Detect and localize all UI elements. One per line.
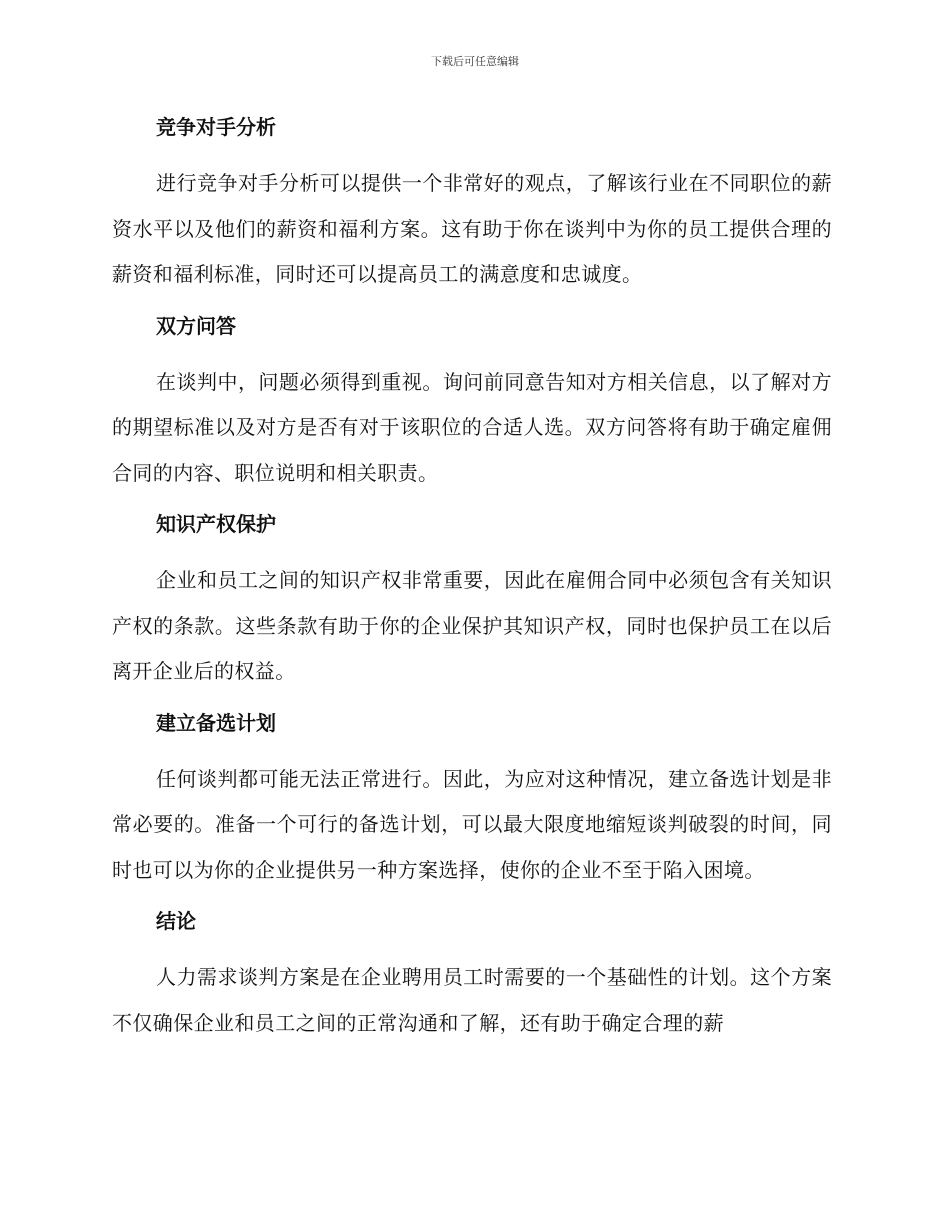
section-paragraph-ip-protection: 企业和员工之间的知识产权非常重要，因此在雇佣合同中必须包含有关知识产权的条款。这些条款有助于你的企业保护其知识产权，同时也保护员工在以后离开企业后的权益。 <box>112 568 832 683</box>
page-header: 下载后可任意编辑 <box>431 55 519 68</box>
section-heading-conclusion: 结论 <box>156 909 196 933</box>
section-heading-ip-protection: 知识产权保护 <box>156 512 276 536</box>
section-heading-qa: 双方问答 <box>156 313 236 338</box>
section-paragraph-conclusion: 人力需求谈判方案是在企业聘用员工时需要的一个基础性的计划。这个方案不仅确保企业和员工之间的正常沟通和了解，还有助于确定合理的薪 <box>112 965 832 1035</box>
section-heading-backup-plan: 建立备选计划 <box>156 710 276 735</box>
section-heading-competitor-analysis: 竞争对手分析 <box>156 115 276 139</box>
document-body <box>112 112 832 1046</box>
section-paragraph-backup-plan: 任何谈判都可能无法正常进行。因此，为应对这种情况，建立备选计划是非常必要的。准备一个可行的备选计划，可以最大限度地缩短谈判破裂的时间，同时也可以为你的企业提供另一种方案选择，使你的企业不至于陷入困境。 <box>112 766 832 882</box>
section-paragraph-competitor-analysis: 进行竞争对手分析可以提供一个非常好的观点，了解该行业在不同职位的薪资水平以及他们的薪资和福利方案。这有助于你在谈判中为你的员工提供合理的薪资和福利标准，同时还可以提高员工的满意度和忠诚度。 <box>112 171 832 286</box>
section-paragraph-qa: 在谈判中，问题必须得到重视。询问前同意告知对方相关信息，以了解对方的期望标准以及对方是否有对于该职位的合适人选。双方问答将有助于确定雇佣合同的内容、职位说明和相关职责。 <box>112 369 832 485</box>
